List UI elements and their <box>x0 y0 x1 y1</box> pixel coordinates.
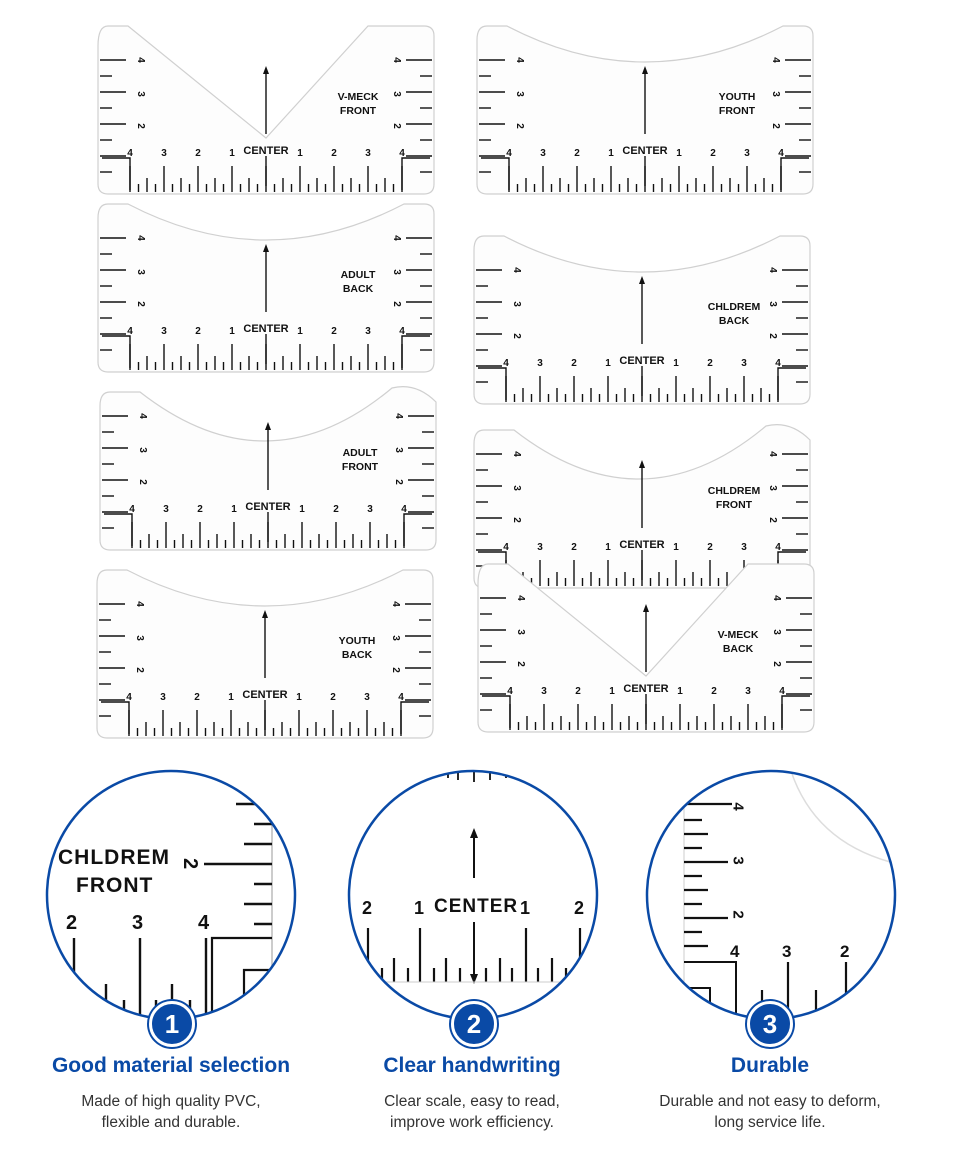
ruler-drawing <box>477 26 813 194</box>
ruler-side-number: 2 <box>515 661 526 667</box>
ruler-scale-number: 2 <box>333 504 339 515</box>
ruler-scale-number: 1 <box>296 692 302 703</box>
ruler-vneck-front <box>98 26 434 194</box>
ruler-side-number: 3 <box>515 629 526 635</box>
ruler-scale-number: 4 <box>129 504 135 515</box>
zoom-circle-durable <box>644 768 898 1022</box>
ruler-adult-back <box>98 204 434 372</box>
ruler-center-label: CENTER <box>242 689 288 701</box>
ruler-drawing <box>100 382 436 550</box>
ruler-scale-number: 1 <box>229 148 235 159</box>
ruler-scale-number: 3 <box>741 358 747 369</box>
ruler-side-number: 2 <box>393 479 404 485</box>
ruler-side-number: 3 <box>391 269 402 275</box>
ruler-scale-number: 3 <box>365 326 371 337</box>
ruler-side-number: 3 <box>390 635 401 641</box>
ruler-center-label: CENTER <box>619 355 665 367</box>
ruler-side-number: 4 <box>393 413 404 419</box>
ruler-scale-number: 4 <box>399 148 405 159</box>
ruler-center-label: CENTER <box>245 501 291 513</box>
ruler-side-number: 2 <box>391 123 402 129</box>
ruler-side-number: 2 <box>511 517 522 523</box>
ruler-type-label-line1: YOUTH <box>338 635 376 647</box>
ruler-side-number: 2 <box>135 123 146 129</box>
ruler-scale-number: 4 <box>401 504 407 515</box>
ruler-side-number: 4 <box>767 451 778 457</box>
center-arrow-up-icon <box>643 604 649 612</box>
ruler-side-number: 4 <box>390 601 401 607</box>
ruler-drawing <box>98 26 434 194</box>
ruler-side-number: 3 <box>135 269 146 275</box>
ruler-scale-number: 1 <box>673 542 679 553</box>
zoom1-scale-4: 4 <box>198 912 210 934</box>
ruler-side-number: 2 <box>391 301 402 307</box>
ruler-scale-number: 3 <box>541 686 547 697</box>
center-arrow-up-icon <box>263 66 269 74</box>
feature-desc-clear-line2: improve work efficiency. <box>390 1114 554 1131</box>
ruler-scale-number: 3 <box>745 686 751 697</box>
zoom2-left-1: 1 <box>414 898 425 918</box>
ruler-type-label-line2: FRONT <box>718 105 756 117</box>
ruler-scale-number: 1 <box>608 148 614 159</box>
ruler-side-number: 2 <box>514 123 525 129</box>
ruler-scale-number: 2 <box>330 692 336 703</box>
ruler-scale-number: 1 <box>297 326 303 337</box>
ruler-side-number: 4 <box>770 57 781 63</box>
ruler-scale-number: 2 <box>707 542 713 553</box>
zoom3-bottom-4: 4 <box>730 942 740 961</box>
ruler-type-label-line1: CHLDREM <box>707 485 761 497</box>
ruler-type-label-line1: V-MECK <box>337 91 379 103</box>
feature-desc-durable <box>620 1091 920 1133</box>
zoom2-left-2: 2 <box>362 898 373 918</box>
ruler-scale-number: 4 <box>775 542 781 553</box>
ruler-side-number: 2 <box>767 517 778 523</box>
ruler-side-number: 3 <box>135 91 146 97</box>
zoom2-right-1: 1 <box>520 898 531 918</box>
ruler-side-number: 2 <box>770 123 781 129</box>
ruler-scale-number: 1 <box>297 148 303 159</box>
ruler-scale-number: 3 <box>540 148 546 159</box>
ruler-drawing <box>474 236 810 404</box>
ruler-scale-number: 3 <box>161 326 167 337</box>
feature-badge-1: 1 <box>149 1001 195 1047</box>
ruler-scale-number: 3 <box>365 148 371 159</box>
zoom1-label-line1: CHLDREM <box>58 846 170 869</box>
zoom2-right-2: 2 <box>574 898 585 918</box>
ruler-scale-number: 2 <box>710 148 716 159</box>
ruler-scale-number: 2 <box>331 326 337 337</box>
ruler-scale-number: 2 <box>194 692 200 703</box>
ruler-type-label-line2: BACK <box>722 643 754 655</box>
ruler-scale-number: 2 <box>571 358 577 369</box>
zoom2-center-label: CENTER <box>434 896 519 917</box>
ruler-side-number: 2 <box>137 479 148 485</box>
ruler-scale-number: 2 <box>575 686 581 697</box>
ruler-adult-front <box>100 382 436 550</box>
ruler-type-label-line2: BACK <box>341 649 373 661</box>
ruler-drawing <box>478 564 814 732</box>
ruler-scale-number: 3 <box>163 504 169 515</box>
ruler-type-label-line2: FRONT <box>341 461 379 473</box>
ruler-scale-number: 4 <box>127 326 133 337</box>
ruler-side-number: 4 <box>137 413 148 419</box>
ruler-scale-number: 3 <box>744 148 750 159</box>
feature-desc-durable-line1: Durable and not easy to deform, <box>659 1093 881 1110</box>
ruler-side-number: 2 <box>767 333 778 339</box>
ruler-youth-back <box>97 570 433 738</box>
ruler-scale-number: 3 <box>367 504 373 515</box>
ruler-scale-number: 2 <box>195 326 201 337</box>
ruler-scale-number: 1 <box>231 504 237 515</box>
ruler-scale-number: 4 <box>506 148 512 159</box>
ruler-type-label-line1: YOUTH <box>718 91 756 103</box>
ruler-scale-number: 4 <box>503 358 509 369</box>
ruler-scale-number: 2 <box>331 148 337 159</box>
ruler-type-label-line1: CHLDREM <box>707 301 761 313</box>
ruler-side-number: 3 <box>391 91 402 97</box>
ruler-children-back <box>474 236 810 404</box>
ruler-scale-number: 1 <box>299 504 305 515</box>
zoom-circle-clear-scale <box>346 768 600 1022</box>
feature-desc-clear-line1: Clear scale, easy to read, <box>384 1093 560 1110</box>
ruler-scale-number: 1 <box>609 686 615 697</box>
ruler-side-number: 4 <box>134 601 145 607</box>
ruler-scale-number: 3 <box>364 692 370 703</box>
ruler-side-number: 3 <box>767 301 778 307</box>
ruler-scale-number: 3 <box>537 542 543 553</box>
ruler-scale-number: 2 <box>574 148 580 159</box>
ruler-scale-number: 3 <box>160 692 166 703</box>
ruler-scale-number: 2 <box>707 358 713 369</box>
ruler-type-label-line2: BACK <box>342 283 374 295</box>
ruler-side-number: 3 <box>137 447 148 453</box>
ruler-scale-number: 1 <box>673 358 679 369</box>
ruler-side-number: 3 <box>770 91 781 97</box>
feature-title-clear: Clear handwriting <box>383 1054 561 1077</box>
ruler-side-number: 4 <box>135 57 146 63</box>
zoom3-bottom-2: 2 <box>840 942 850 961</box>
ruler-side-number: 4 <box>515 595 526 601</box>
feature-badge-2: 2 <box>451 1001 497 1047</box>
ruler-type-label-line1: V-MECK <box>717 629 759 641</box>
ruler-scale-number: 4 <box>775 358 781 369</box>
ruler-type-label-line2: FRONT <box>715 499 753 511</box>
ruler-vneck-back <box>478 564 814 732</box>
ruler-side-number: 4 <box>391 235 402 241</box>
feature-badge-3: 3 <box>747 1001 793 1047</box>
feature-desc-material <box>21 1091 321 1133</box>
ruler-type-label-line2: BACK <box>718 315 750 327</box>
ruler-scale-number: 4 <box>398 692 404 703</box>
ruler-side-number: 3 <box>511 485 522 491</box>
ruler-scale-number: 1 <box>676 148 682 159</box>
feature-desc-material-line1: Made of high quality PVC, <box>81 1093 261 1110</box>
zoom3-side-2: 2 <box>729 910 747 919</box>
zoom1-label-line2: FRONT <box>76 874 154 897</box>
ruler-scale-number: 3 <box>741 542 747 553</box>
ruler-side-number: 2 <box>135 301 146 307</box>
ruler-scale-number: 1 <box>228 692 234 703</box>
ruler-center-label: CENTER <box>243 145 289 157</box>
ruler-scale-number: 2 <box>571 542 577 553</box>
ruler-scale-number: 2 <box>711 686 717 697</box>
ruler-side-number: 4 <box>514 57 525 63</box>
ruler-side-number: 4 <box>135 235 146 241</box>
ruler-scale-number: 3 <box>537 358 543 369</box>
ruler-side-number: 3 <box>393 447 404 453</box>
ruler-scale-number: 1 <box>605 358 611 369</box>
ruler-scale-number: 4 <box>779 686 785 697</box>
ruler-side-number: 4 <box>767 267 778 273</box>
ruler-side-number: 2 <box>771 661 782 667</box>
ruler-side-number: 2 <box>134 667 145 673</box>
ruler-scale-number: 4 <box>507 686 513 697</box>
ruler-side-number: 4 <box>771 595 782 601</box>
center-arrow-up-icon <box>639 460 645 468</box>
ruler-side-number: 4 <box>511 451 522 457</box>
ruler-side-number: 3 <box>514 91 525 97</box>
ruler-scale-number: 4 <box>399 326 405 337</box>
zoom1-side-number: 2 <box>179 857 202 870</box>
ruler-side-number: 2 <box>390 667 401 673</box>
zoom3-side-3: 3 <box>729 856 747 865</box>
ruler-side-number: 3 <box>511 301 522 307</box>
ruler-side-number: 3 <box>767 485 778 491</box>
ruler-drawing <box>98 204 434 372</box>
feature-desc-clear <box>322 1091 622 1133</box>
ruler-scale-number: 1 <box>229 326 235 337</box>
ruler-children-front <box>474 420 810 588</box>
zoom1-scale-3: 3 <box>132 912 144 934</box>
ruler-side-number: 4 <box>511 267 522 273</box>
feature-title-durable: Durable <box>730 1054 810 1077</box>
ruler-center-label: CENTER <box>623 683 669 695</box>
feature-desc-material-line2: flexible and durable. <box>101 1114 241 1131</box>
ruler-type-label-line1: ADULT <box>340 269 376 281</box>
zoom1-scale-2: 2 <box>66 912 78 934</box>
ruler-side-number: 2 <box>511 333 522 339</box>
zoom3-bottom-3: 3 <box>782 942 792 961</box>
ruler-type-label-line1: ADULT <box>342 447 378 459</box>
ruler-center-label: CENTER <box>622 145 668 157</box>
ruler-scale-number: 4 <box>127 148 133 159</box>
ruler-scale-number: 4 <box>778 148 784 159</box>
ruler-drawing <box>97 570 433 738</box>
ruler-type-label-line2: FRONT <box>339 105 377 117</box>
zoom3-side-4: 4 <box>729 802 747 811</box>
ruler-youth-front <box>477 26 813 194</box>
feature-desc-durable-line2: long service life. <box>714 1114 826 1131</box>
ruler-side-number: 3 <box>771 629 782 635</box>
ruler-center-label: CENTER <box>619 539 665 551</box>
ruler-scale-number: 4 <box>126 692 132 703</box>
ruler-scale-number: 3 <box>161 148 167 159</box>
ruler-scale-number: 1 <box>677 686 683 697</box>
ruler-scale-number: 2 <box>195 148 201 159</box>
ruler-side-number: 3 <box>134 635 145 641</box>
ruler-scale-number: 4 <box>503 542 509 553</box>
ruler-drawing <box>474 420 810 588</box>
ruler-scale-number: 2 <box>197 504 203 515</box>
feature-title-material: Good material selection <box>51 1054 291 1077</box>
ruler-side-number: 4 <box>391 57 402 63</box>
ruler-center-label: CENTER <box>243 323 289 335</box>
zoom-circle-material <box>44 768 298 1022</box>
ruler-scale-number: 1 <box>605 542 611 553</box>
center-arrow-up-icon <box>265 422 271 430</box>
